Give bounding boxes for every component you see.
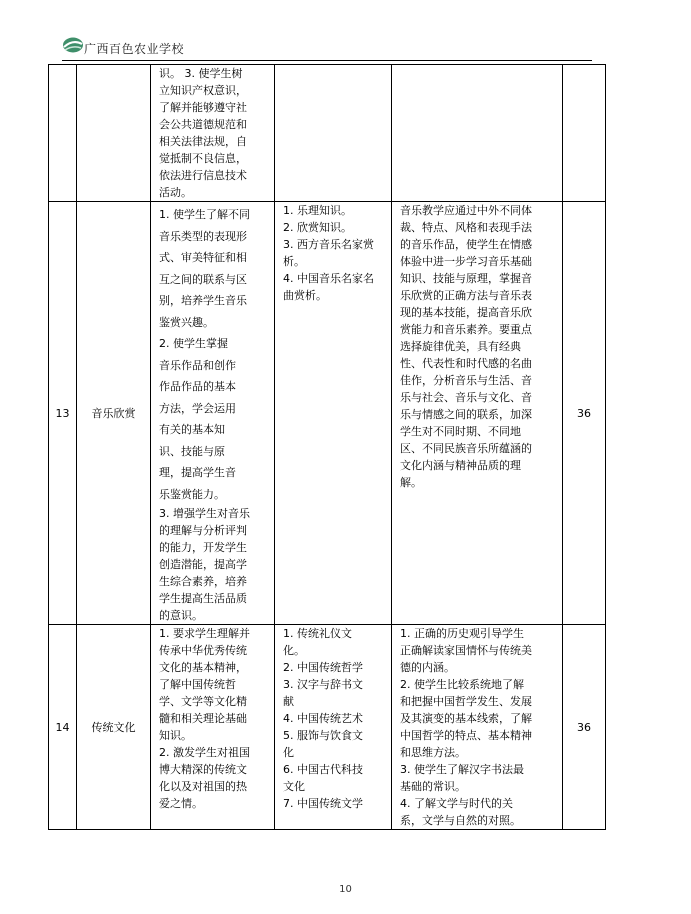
- text-line: 识、技能与原: [159, 444, 225, 458]
- table-row: [49, 625, 606, 830]
- text-line: 的音乐作品，使学生在情感: [400, 238, 532, 251]
- text-line: 立知识产权意识，: [159, 84, 247, 97]
- text-line: 2. 使学生掌握: [159, 337, 228, 350]
- text-line: 音乐类型的表现形: [159, 229, 247, 243]
- text-line: 有关的基本知: [159, 423, 225, 436]
- text-line: 3. 增强学生对音乐: [159, 507, 250, 520]
- content-cell: [275, 65, 392, 202]
- text-line: 2. 中国传统哲学: [283, 661, 363, 674]
- school-name: 广西百色农业学校: [84, 42, 185, 56]
- row-number-cell: 13: [49, 202, 77, 625]
- school-logo-icon: [62, 36, 84, 54]
- text-line: 文化内涵与精神品质的理: [400, 459, 521, 472]
- text-line: 裁、特点、风格和表现手法: [400, 221, 532, 234]
- text-line: 基础的常识。: [400, 780, 466, 793]
- text-line: 和把握中国哲学发生、发展: [400, 695, 532, 708]
- text-line: 知识。: [159, 729, 192, 742]
- text-line: 方法，学会运用: [159, 401, 236, 415]
- text-line: 髓和相关理论基础: [159, 712, 247, 725]
- text-line: 3. 汉字与辞书文: [283, 678, 363, 691]
- text-line: 1. 乐理知识。: [283, 204, 352, 217]
- text-line: 和思维方法。: [400, 746, 466, 759]
- curriculum-table: [48, 64, 606, 830]
- text-line: 1. 要求学生理解并: [159, 627, 250, 640]
- text-line: 觉抵制不良信息，: [159, 152, 247, 165]
- header-rule: [62, 60, 592, 61]
- text-line: 知识、技能与原理，掌握音: [400, 272, 532, 285]
- requirements-cell: [392, 65, 563, 202]
- text-line: 的理解与分析评判: [159, 524, 247, 537]
- text-line: 化。: [283, 644, 305, 657]
- text-line: 区、不同民族音乐所蕴涵的: [400, 442, 532, 455]
- text-line: 4. 中国音乐名家名: [283, 272, 374, 285]
- text-line: 3. 西方音乐名家赏: [283, 238, 374, 251]
- text-line: 传承中华优秀传统: [159, 644, 247, 657]
- text-line: 依法进行信息技术: [159, 169, 247, 182]
- text-line: 6. 中国古代科技: [283, 763, 363, 776]
- text-line: 化以及对祖国的热: [159, 780, 247, 793]
- text-line: 乐与社会、音乐与文化、音: [400, 391, 532, 404]
- text-line: 学生对不同时期、不同地: [400, 425, 521, 438]
- text-line: 现的基本技能，提高音乐欣: [400, 306, 532, 319]
- page-header: [62, 34, 592, 62]
- table-row: [49, 202, 606, 625]
- text-line: 理，提高学生音: [159, 466, 236, 479]
- text-line: 化: [283, 746, 294, 759]
- text-line: 互之间的联系与区: [159, 272, 247, 286]
- row-number-cell: [49, 65, 77, 202]
- text-line: 相关法律法规，自: [159, 135, 247, 148]
- text-line: 的能力，开发学生: [159, 541, 247, 554]
- text-line: 博大精深的传统文: [159, 763, 247, 776]
- content-cell: [275, 202, 392, 625]
- text-line: 1. 正确的历史观引导学生: [400, 627, 524, 640]
- hours-cell: 36: [563, 202, 606, 625]
- objectives-cell: [151, 202, 275, 625]
- text-line: 学生提高生活品质: [159, 592, 247, 605]
- text-line: 活动。: [159, 186, 192, 199]
- text-line: 解。: [400, 476, 422, 489]
- text-line: 赏能力和音乐素养。要重点: [400, 323, 532, 336]
- hours-cell: 36: [563, 625, 606, 830]
- text-line: 体验中进一步学习音乐基础: [400, 255, 532, 268]
- text-line: 5. 服饰与饮食文: [283, 729, 363, 742]
- text-line: 了解并能够遵守社: [159, 101, 247, 114]
- text-line: 的意识。: [159, 609, 203, 622]
- text-line: 识。 3. 使学生树: [159, 67, 243, 80]
- text-line: 乐欣赏的正确方法与音乐表: [400, 289, 532, 302]
- objectives-cell: [151, 65, 275, 202]
- text-line: 生综合素养，培养: [159, 575, 247, 588]
- text-line: 乐鉴赏能力。: [159, 487, 225, 501]
- text-line: 系，文学与自然的对照。: [400, 814, 521, 827]
- text-line: 学、文学等文化精: [159, 695, 247, 708]
- text-line: 文化: [283, 780, 305, 793]
- text-line: 乐与情感之间的联系，加深: [400, 408, 532, 421]
- text-line: 2. 使学生比较系统地了解: [400, 678, 524, 691]
- text-line: 2. 欣赏知识。: [283, 221, 352, 234]
- page-number: 10: [339, 884, 352, 895]
- hours-cell: [563, 65, 606, 202]
- text-line: 2. 激发学生对祖国: [159, 746, 250, 759]
- objectives-cell: [151, 625, 275, 830]
- text-line: 佳作，分析音乐与生活、音: [400, 374, 532, 387]
- text-line: 1. 使学生了解不同: [159, 208, 250, 221]
- text-line: 3. 使学生了解汉字书法最: [400, 763, 524, 776]
- text-line: 献: [283, 695, 294, 708]
- text-line: 音乐作品和创作: [159, 358, 236, 372]
- text-line: 及其演变的基本线索，了解: [400, 712, 532, 725]
- text-line: 选择旋律优美，具有经典: [400, 340, 521, 353]
- text-line: 曲赏析。: [283, 289, 327, 302]
- text-line: 性、代表性和时代感的名曲: [400, 357, 532, 370]
- row-number-cell: 14: [49, 625, 77, 830]
- course-name-cell: 音乐欣赏: [77, 202, 151, 625]
- text-line: 作品作品的基本: [159, 380, 236, 393]
- requirements-cell: [392, 625, 563, 830]
- course-name-cell: [77, 65, 151, 202]
- text-line: 7. 中国传统文学: [283, 797, 363, 810]
- text-line: 4. 了解文学与时代的关: [400, 797, 513, 810]
- text-line: 4. 中国传统艺术: [283, 712, 363, 725]
- table-row: [49, 65, 606, 202]
- text-line: 会公共道德规范和: [159, 118, 247, 131]
- requirements-cell: [392, 202, 563, 625]
- course-name-cell: 传统文化: [77, 625, 151, 830]
- text-line: 正确解读家国情怀与传统美: [400, 644, 532, 657]
- text-line: 式、审美特征和相: [159, 251, 247, 264]
- text-line: 别，培养学生音乐: [159, 294, 247, 307]
- text-line: 爱之情。: [159, 797, 203, 810]
- text-line: 析。: [283, 255, 305, 268]
- text-line: 德的内涵。: [400, 661, 455, 674]
- text-line: 中国哲学的特点、基本精神: [400, 729, 532, 742]
- text-line: 创造潜能，提高学: [159, 558, 247, 571]
- text-line: 音乐教学应通过中外不同体: [400, 204, 532, 217]
- text-line: 了解中国传统哲: [159, 678, 236, 691]
- text-line: 鉴赏兴趣。: [159, 315, 214, 329]
- text-line: 文化的基本精神，: [159, 661, 247, 674]
- text-line: 1. 传统礼仪文: [283, 627, 352, 640]
- content-cell: [275, 625, 392, 830]
